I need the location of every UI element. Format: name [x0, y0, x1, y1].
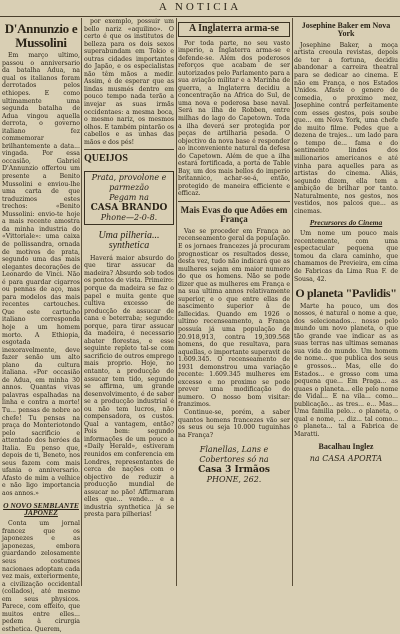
article-paragraph: por exemplo, possuir um bello nariz «aquilino». O certo é que os institutos de belleza para os dois sexos superabundam em Tokio e outras cidades importantes do Japão, e os especialistas não têm mãos a medir. Assim, é de esperar que as lindas musmés dentro em pouco tempo nada terão a invejar as suas irmãs occidentaes: a mesma boca, o mesmo nariz, os mesmos olhos. E também pintarão os cabellos e as unhas das mãos e dos pés! [84, 18, 174, 146]
column-1 [2, 18, 80, 633]
column-2 [84, 18, 174, 584]
article-headline: Uma pilheria... synthetica [98, 229, 160, 252]
article-headline: O NOVO SEMBLANTE JAPONEZ [3, 500, 79, 518]
article-headline: Josephine Baker em Nova York [301, 21, 391, 39]
column-3 [178, 18, 290, 584]
article-headline: QUEIJOS [84, 153, 128, 165]
article-headline: Mais Evas do que Adões em França [180, 204, 288, 225]
article-headline: A Inglaterra arma-se [178, 22, 290, 37]
section-divider [178, 201, 290, 202]
newspaper-masthead: A NOTICIA [0, 0, 400, 17]
article-paragraph: Continue-se, porém, a saber quantos homens francezes vão ser os seus ou seja 10.000 tuguinhas na França? [178, 408, 290, 439]
article-paragraph: Em março ultimo, passou o anniversario da batalha Adua, na qual os italianos foram derrotados pelos ethiopes. E como ultimamente uma segunda batalha de Adua vingou aquella derrota, o governo italiano fez commemorar brilhantemente a data... vingada. Por essa occasião, Gabriel D'Annunzio offertou um presente a Benito Mussolini e enviou-lhe uma carta de que traduzimos estes trechos: «Benito Mussolini: envio-te hoje a mais recente amostra da minha industria do «Vittoriale»: uma caixa de pollissandra, ornada de motivos de prata, segundo uma das mais elegantes decorações de Leonardo de Vinci. Não é para guardar cigarros ou pennas de aço, mas para modelos das mais recentes cartouches. Que este cartucho italiano corresponda hoje a um homem morto. A Ethiopia, esgotada inexoravelmente, deve fazer senão um alto plano da cultura italiana. «Por occasião de Adua, em minha 30 annos. Quantas vivas palavras espalhadas na linha e contra a morte! Tu... pensas de nobre ao chefe! Tu pensas na praça do Monteriotondo pelo sacrificio e attentado dos heróes da Italia. Eu penso que, depois de ti, Beneto, nos seus fazem com mais ufania o anniversario. Afasto de mim a velhice e não ligo importancia aos annos.» [2, 52, 80, 497]
article-paragraph: Um nome um pouco mais recentemente, com uma espectacular pequena que tomou da clara caminho, que chamamos de Previeira, em cima de Fabricas da Lima Rua F. de Sousa, 42. [294, 230, 398, 283]
article-headline: Bacalhau Inglez [318, 441, 374, 451]
column-rule [81, 18, 82, 586]
ad-line: na CASA APORTA [309, 453, 383, 463]
article-headline: D'Annunzio e Mussolini [4, 21, 78, 50]
article-headline: O planeta "Pavlidis" [295, 286, 397, 301]
ad-line: Casa 3 Irmãos [198, 465, 270, 476]
article-paragraph: Josephine Baker, a moça artista creoula revistas, depois de ter a fortuna, decidiu abandonar a carreira theatral para se dedicar ao cinema. E não em França, e nos Estados Unidos. Afaste o genero de comedia, o proximo mez, Josephine contrá perfeitamente com esses gestos, pois soube que... em Nova York, uma chefe de muito filme. Pedes que a dezena de trajes... um lado para o tempo de... fama e do sentimento lindos dos milionarios americanos e até vinha para aquelles para as artistas do cinema. Aliás, segundo dizem, ella tem a ambição de brilhar por tanto. Naturalmente, nos gestos, nos vestidos, nos palcos que... as cinemas. [294, 41, 398, 215]
ad-line: PHONE, 262. [206, 475, 262, 485]
advertisement [178, 445, 290, 485]
column-rule [176, 18, 177, 586]
advertisement [84, 171, 174, 225]
article-paragraph: Haverá maior absurdo do que tirar assucar da madeira? Absurdo sob todos os pontos de vista. Primeiro: porque da madeira se faz o papel e muita gente que cultiva excesso de producção de assucar de cana e beterraba; segundo: porque, para tirar assucar da madeira, é necessario abater florestas, e esse seguinte repleto tal-se com sacrificio de outros emprego mais proprio. Hoje, no entanto, a producção de assucar tem tido, segundo se affirma, um grande desenvolvimento, é de saber se a producção industrial é ou não tem lucros, não compensadora, os custos. Qual a vantagem, então? Pois bem: segundo informações de um pouco a «Daily Herald», estiveram reunidos em conferencia em Londres, representantes de cerca de nações com o objectivo de reduzir a producção mundial de assucar no pão! Affirmaram elles que... vende... e a industria synthetica já se presta para pilherias! [84, 254, 174, 519]
ad-line: Pegam na [109, 192, 149, 202]
article-paragraph: Vae se proceder em França ao recenseamento geral da população. E os jornaes francezes já procuram prognosticar os resultados desse, desta vez, tudo não indicará que as mulheres sejam em maior numero do que os homens. Não se pode dizer que as mulheres em França e na sua ultima annos relativamente superior, e o que entre ellas de nascimento superior à de fallecidas. Quando em 1926 o ultimo recenseamento, a França possuía já uma população de 20.918,913, contra 19,309.568 homens, do que resultava, para aquellas, o importante superavit de 1.609.345. O recenseamento de 1931 demonstrou uma variação recente: 1.609.345 mulheres em excesso e no proximo se pode prever uma modificação do numero. O nosso bom visitar: franzimos. [178, 227, 290, 409]
column-rule [292, 18, 293, 586]
ad-line: Flanellas, Lans e Cobertores só na [199, 445, 269, 465]
article-paragraph: Marte ha pouco, um dos nossos, é natural o nome a que, dos selecionados... nosso pelo mundo um novo planeta, o que tão grande vae indicar as as suas terras nas ultimas semanas sua vida do mundo. Um homem de nome... que publica dos seus e grossos... Mas, elle do Estados... e grosso com uma pequena que... Em Praga... as quaes o planeta... elle pelo nome de Vidal... E na vila... como... publicação... as tres... e... Mas... Uma familia pelo... o planeta, o qual e nome, ... diz... tal como... o planeta... tal a Fabrica de Maratti. [294, 302, 398, 438]
ad-line: Phone—2-0-8. [100, 212, 158, 222]
column-4 [294, 18, 398, 584]
ad-line: CASA BRANDO [90, 202, 168, 213]
ad-line: Prata, provolone e parmezão [91, 172, 167, 192]
article-paragraph: Conta um jornal francez que os japonezes e as japonezas, embora guardando zelosamente seus costumes nacionaes adoptam cada vez mais, exteriormente, a civilização occidental (collados), até mesmo em seus physicos. Parece, com effeito, que muitos entre elles... pedem à cirurgia esthetica. Querem, [2, 520, 80, 633]
article-headline: Precursores do Cinema [309, 218, 383, 228]
article-paragraph: Por toda parte, no seu vasto imperio, a Inglaterra arma-se e defende-se. Além dos poderosos reforços que acabam de ser autorizados pelo Parlamento para a sua aviação militar e a Marinha de guerra, a Inglaterra decidiu a concentração na Africa do Sul, de uma nova e poderosa base naval. Será na ilha de Robben, entre milhas do lago do Capetown. Toda a ilha deverá ser protegida por peças de artilharia pesada. O objectivo da nova base é responder ao inconveniente natural da defesa do Capetown. Além de que a ilha estará fortificada, a porta de Table Bay, um dos mais bellos do imperio britannico, achar-se-á, então, protegido de maneira efficiente e efficaz. [178, 39, 290, 198]
section-divider [84, 149, 174, 150]
